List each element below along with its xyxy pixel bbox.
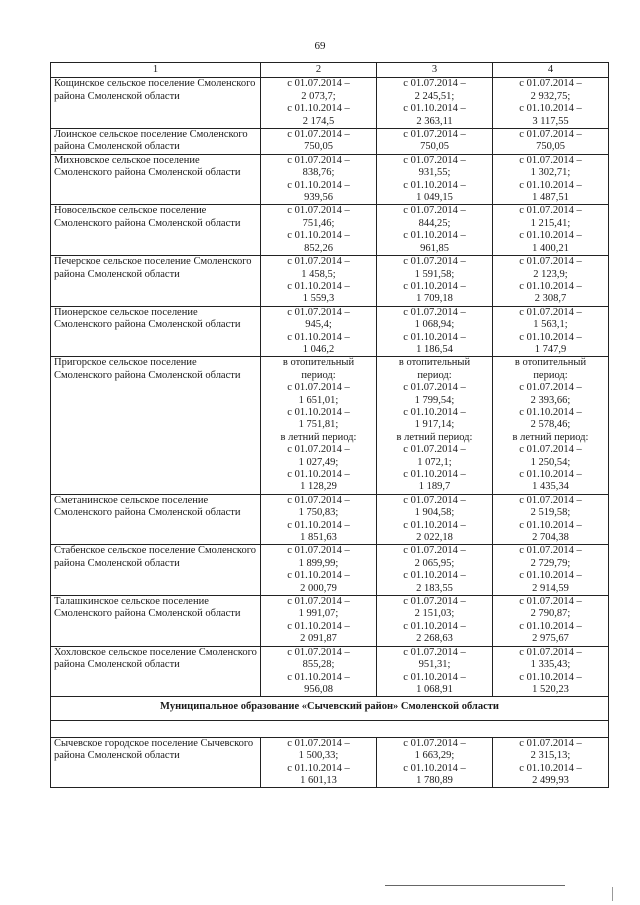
tariff-line: 2 499,93 <box>532 774 569 786</box>
tariff-line: с 01.10.2014 – <box>403 762 466 774</box>
tariff-line: с 01.07.2014 – <box>519 78 582 90</box>
tariff-line: период: <box>533 369 568 381</box>
tariff-line: 1 750,83; <box>298 507 339 519</box>
tariff-line: с 01.07.2014 – <box>287 596 350 608</box>
tariff-cell-c3 <box>377 737 493 788</box>
tariff-line: 2 183,55 <box>416 582 453 594</box>
tariff-line: с 01.10.2014 – <box>519 230 582 242</box>
tariff-line: с 01.07.2014 – <box>403 494 466 506</box>
settlement-name: Новосельское сельское поселение Смоленского района Смоленской области <box>51 205 261 256</box>
section-row <box>51 697 609 720</box>
tariff-line: с 01.10.2014 – <box>403 570 466 582</box>
tariff-line: 2 022,18 <box>416 532 453 544</box>
tariff-line: с 01.07.2014 – <box>519 444 582 456</box>
tariff-line: с 01.10.2014 – <box>403 671 466 683</box>
tariff-line: 838,76; <box>302 167 335 179</box>
tariff-line: с 01.10.2014 – <box>519 570 582 582</box>
tariff-cell-c2 <box>261 494 377 545</box>
tariff-line: 2 308,7 <box>534 293 567 305</box>
tariff-cell-c2 <box>261 78 377 129</box>
tariff-line: 2 914,59 <box>532 582 569 594</box>
tariff-line: 1 991,07; <box>298 608 339 620</box>
tariff-line: 2 519,58; <box>530 507 571 519</box>
tariff-line: с 01.10.2014 – <box>287 671 350 683</box>
tariff-line: с 01.10.2014 – <box>403 280 466 292</box>
tariff-cell-c3 <box>377 78 493 129</box>
table-row <box>51 256 609 307</box>
tariff-line: 1 851,63 <box>300 532 337 544</box>
table-row <box>51 545 609 596</box>
table-row <box>51 494 609 545</box>
settlement-name: Лоинское сельское поселение Смоленского района Смоленской области <box>51 129 261 155</box>
tariff-line: 2 065,95; <box>414 557 455 569</box>
tariff-line: 2 393,66; <box>530 394 571 406</box>
tariff-line: 1 435,34 <box>532 481 569 493</box>
tariff-line: с 01.10.2014 – <box>287 179 350 191</box>
tariff-line: с 01.10.2014 – <box>287 519 350 531</box>
tariff-line: с 01.07.2014 – <box>519 129 582 141</box>
tariff-line: 945,4; <box>305 319 332 331</box>
tariff-line: с 01.07.2014 – <box>403 444 466 456</box>
tariff-cell-c2 <box>261 545 377 596</box>
tariff-line: с 01.07.2014 – <box>519 256 582 268</box>
scan-mark <box>612 887 613 901</box>
tariff-line: в летний период: <box>396 431 473 443</box>
tariff-line: с 01.10.2014 – <box>287 620 350 632</box>
tariff-line: 956,08 <box>304 683 333 695</box>
tariff-line: 1 747,9 <box>534 343 567 355</box>
tariff-line: 1 046,2 <box>302 343 335 355</box>
tariff-cell-c4 <box>493 737 609 788</box>
tariff-line: с 01.10.2014 – <box>403 519 466 531</box>
tariff-line: с 01.10.2014 – <box>519 671 582 683</box>
tariff-cell-c3 <box>377 256 493 307</box>
tariff-line: с 01.07.2014 – <box>519 306 582 318</box>
tariff-line: с 01.07.2014 – <box>287 737 350 749</box>
tariff-line: с 01.10.2014 – <box>519 620 582 632</box>
tariff-line: с 01.07.2014 – <box>287 306 350 318</box>
tariff-line: 751,46; <box>302 217 335 229</box>
settlement-name: Стабенское сельское поселение Смоленского района Смоленской области <box>51 545 261 596</box>
tariff-line: с 01.10.2014 – <box>519 406 582 418</box>
tariff-line: 1 563,1; <box>533 319 568 331</box>
tariff-line: 2 729,79; <box>530 557 571 569</box>
tariff-line: 844,25; <box>418 217 451 229</box>
tariff-line: с 01.07.2014 – <box>403 78 466 90</box>
tariff-line: 931,55; <box>418 167 451 179</box>
tariff-line: с 01.07.2014 – <box>403 154 466 166</box>
tariff-line: с 01.10.2014 – <box>403 620 466 632</box>
tariff-line: с 01.07.2014 – <box>287 646 350 658</box>
tariff-line: в отопительный <box>514 357 587 369</box>
tariff-line: с 01.10.2014 – <box>519 331 582 343</box>
section-title: Муниципальное образование «Сычевский район» Смоленской области <box>51 697 609 720</box>
table-row <box>51 205 609 256</box>
settlement-name: Талашкинское сельское поселение Смоленского района Смоленской области <box>51 596 261 647</box>
table-row <box>51 78 609 129</box>
tariff-line: с 01.10.2014 – <box>519 762 582 774</box>
table-row <box>51 646 609 697</box>
tariff-line: 1 458,5; <box>301 268 336 280</box>
tariff-line: с 01.07.2014 – <box>403 129 466 141</box>
tariff-cell-c3 <box>377 596 493 647</box>
tariff-cell-c4 <box>493 357 609 494</box>
tariff-line: с 01.07.2014 – <box>403 306 466 318</box>
tariff-line: 1 189,7 <box>418 481 451 493</box>
spacer-row <box>51 720 609 737</box>
tariff-line: 2 000,79 <box>300 582 337 594</box>
tariff-line: с 01.10.2014 – <box>519 179 582 191</box>
tariff-line: 1 591,58; <box>414 268 455 280</box>
table-row <box>51 154 609 205</box>
tariff-line: 2 790,87; <box>530 608 571 620</box>
tariff-line: 1 799,54; <box>414 394 455 406</box>
tariff-cell-c2 <box>261 737 377 788</box>
tariff-line: 2 245,51; <box>414 90 455 102</box>
tariff-line: 750,05 <box>420 141 449 153</box>
tariff-line: 939,56 <box>304 192 333 204</box>
tariff-line: 2 578,46; <box>530 419 571 431</box>
tariff-line: 2 174,5 <box>302 115 335 127</box>
tariff-cell-c3 <box>377 154 493 205</box>
tariff-line: с 01.10.2014 – <box>403 406 466 418</box>
tariff-cell-c4 <box>493 596 609 647</box>
tariff-line: с 01.10.2014 – <box>287 280 350 292</box>
tariff-line: 2 932,75; <box>530 90 571 102</box>
tariff-cell-c3 <box>377 129 493 155</box>
tariff-line: 1 651,01; <box>298 394 339 406</box>
settlement-name: Михновское сельское поселение Смоленского района Смоленской области <box>51 154 261 205</box>
tariff-table <box>50 62 609 788</box>
tariff-line: с 01.10.2014 – <box>287 762 350 774</box>
tariff-cell-c4 <box>493 78 609 129</box>
tariff-cell-c2 <box>261 357 377 494</box>
table-row <box>51 596 609 647</box>
tariff-line: с 01.10.2014 – <box>403 179 466 191</box>
tariff-line: с 01.10.2014 – <box>403 230 466 242</box>
tariff-line: 1 500,33; <box>298 750 339 762</box>
tariff-line: с 01.07.2014 – <box>403 382 466 394</box>
table-row <box>51 306 609 357</box>
tariff-line: 750,05 <box>536 141 565 153</box>
column-header-3: 3 <box>377 63 493 78</box>
tariff-cell-c4 <box>493 545 609 596</box>
tariff-line: с 01.10.2014 – <box>287 103 350 115</box>
tariff-line: с 01.07.2014 – <box>287 382 350 394</box>
tariff-line: 750,05 <box>304 141 333 153</box>
tariff-cell-c2 <box>261 596 377 647</box>
tariff-line: с 01.10.2014 – <box>287 469 350 480</box>
tariff-line: с 01.07.2014 – <box>287 78 350 90</box>
tariff-line: 2 268,63 <box>416 633 453 645</box>
tariff-line: с 01.07.2014 – <box>403 737 466 749</box>
tariff-line: 1 904,58; <box>414 507 455 519</box>
tariff-line: 2 091,87 <box>300 633 337 645</box>
tariff-cell-c4 <box>493 646 609 697</box>
settlement-name: Хохловское сельское поселение Смоленского района Смоленской области <box>51 646 261 697</box>
tariff-line: с 01.07.2014 – <box>519 545 582 557</box>
tariff-cell-c4 <box>493 256 609 307</box>
tariff-line: с 01.07.2014 – <box>519 382 582 394</box>
tariff-cell-c3 <box>377 646 493 697</box>
tariff-line: период: <box>301 369 336 381</box>
tariff-line: 1 250,54; <box>530 456 571 468</box>
tariff-cell-c3 <box>377 205 493 256</box>
tariff-line: с 01.10.2014 – <box>519 280 582 292</box>
tariff-line: 1 068,94; <box>414 319 455 331</box>
tariff-cell-c2 <box>261 646 377 697</box>
tariff-line: с 01.07.2014 – <box>519 646 582 658</box>
tariff-cell-c3 <box>377 306 493 357</box>
tariff-line: с 01.07.2014 – <box>403 256 466 268</box>
tariff-line: 2 073,7; <box>301 90 336 102</box>
tariff-line: с 01.07.2014 – <box>519 737 582 749</box>
settlement-name: Печерское сельское поселение Смоленского района Смоленской области <box>51 256 261 307</box>
tariff-line: 1 027,49; <box>298 456 339 468</box>
tariff-line: с 01.07.2014 – <box>287 154 350 166</box>
tariff-cell-c4 <box>493 205 609 256</box>
tariff-line: 1 215,41; <box>530 217 571 229</box>
tariff-line: с 01.10.2014 – <box>519 103 582 115</box>
tariff-cell-c2 <box>261 205 377 256</box>
tariff-line: с 01.07.2014 – <box>287 444 350 456</box>
tariff-line: 951,31; <box>418 659 451 671</box>
table-body <box>51 78 609 788</box>
tariff-line: 2 151,03; <box>414 608 455 620</box>
tariff-line: 2 315,13; <box>530 750 571 762</box>
tariff-line: 1 601,13 <box>300 774 337 786</box>
tariff-line: с 01.10.2014 – <box>519 519 582 531</box>
table-row <box>51 357 609 494</box>
tariff-line: с 01.10.2014 – <box>287 406 350 418</box>
tariff-cell-c4 <box>493 306 609 357</box>
tariff-cell-c2 <box>261 154 377 205</box>
tariff-line: 2 123,9; <box>533 268 568 280</box>
tariff-line: с 01.10.2014 – <box>403 103 466 115</box>
tariff-line: 1 917,14; <box>414 419 455 431</box>
tariff-line: с 01.10.2014 – <box>287 230 350 242</box>
tariff-line: с 01.07.2014 – <box>403 646 466 658</box>
tariff-line: 1 400,21 <box>532 242 569 254</box>
tariff-cell-c2 <box>261 256 377 307</box>
footer-rule <box>385 885 565 886</box>
tariff-line: с 01.07.2014 – <box>287 129 350 141</box>
tariff-line: 1 487,51 <box>532 192 569 204</box>
settlement-name: Пригорское сельское поселение Смоленского района Смоленской области <box>51 357 261 494</box>
tariff-line: 852,26 <box>304 242 333 254</box>
tariff-line: в отопительный <box>398 357 471 369</box>
tariff-line: с 01.07.2014 – <box>519 205 582 217</box>
tariff-line: с 01.07.2014 – <box>287 545 350 557</box>
tariff-line: в отопительный <box>282 357 355 369</box>
tariff-line: 1 709,18 <box>416 293 453 305</box>
tariff-line: 1 899,99; <box>298 557 339 569</box>
tariff-line: с 01.10.2014 – <box>519 469 582 480</box>
tariff-cell-c4 <box>493 494 609 545</box>
tariff-line: 3 117,55 <box>532 115 569 127</box>
tariff-line: 1 068,91 <box>416 683 453 695</box>
tariff-line: с 01.07.2014 – <box>287 494 350 506</box>
tariff-line: с 01.07.2014 – <box>519 494 582 506</box>
tariff-line: 1 663,29; <box>414 750 455 762</box>
tariff-line: с 01.07.2014 – <box>519 154 582 166</box>
tariff-line: 2 704,38 <box>532 532 569 544</box>
tariff-line: 1 520,23 <box>532 683 569 695</box>
tariff-cell-c2 <box>261 306 377 357</box>
tariff-line: 1 128,29 <box>300 481 337 493</box>
tariff-line: 2 363,11 <box>416 115 453 127</box>
tariff-cell-c4 <box>493 129 609 155</box>
page-number: 69 <box>314 40 326 52</box>
tariff-cell-c3 <box>377 545 493 596</box>
settlement-name: Пионерское сельское поселение Смоленского района Смоленской области <box>51 306 261 357</box>
table-row <box>51 129 609 155</box>
tariff-line: с 01.07.2014 – <box>287 205 350 217</box>
tariff-line: 1 072,1; <box>417 456 452 468</box>
tariff-line: 1 302,71; <box>530 167 571 179</box>
tariff-line: 2 975,67 <box>532 633 569 645</box>
tariff-line: в летний период: <box>280 431 357 443</box>
tariff-line: 1 780,89 <box>416 774 453 786</box>
settlement-name: Сметанинское сельское поселение Смоленского района Смоленской области <box>51 494 261 545</box>
tariff-line: 855,28; <box>302 659 335 671</box>
tariff-line: с 01.07.2014 – <box>403 596 466 608</box>
settlement-name: Кощинское сельское поселение Смоленского района Смоленской области <box>51 78 261 129</box>
tariff-cell-c3 <box>377 494 493 545</box>
table-row <box>51 737 609 788</box>
settlement-name: Сычевское городское поселение Сычевского района Смоленской области <box>51 737 261 788</box>
tariff-line: 1 186,54 <box>416 343 453 355</box>
tariff-line: с 01.07.2014 – <box>287 256 350 268</box>
tariff-line: 961,85 <box>420 242 449 254</box>
tariff-line: с 01.07.2014 – <box>403 205 466 217</box>
tariff-line: 1 559,3 <box>302 293 335 305</box>
tariff-line: с 01.10.2014 – <box>287 570 350 582</box>
tariff-line: 1 751,81; <box>298 419 339 431</box>
tariff-line: 1 335,43; <box>530 659 571 671</box>
tariff-cell-c2 <box>261 129 377 155</box>
tariff-line: период: <box>417 369 452 381</box>
spacer-cell <box>51 720 609 737</box>
tariff-line: в летний период: <box>512 431 589 443</box>
tariff-line: 1 049,15 <box>416 192 453 204</box>
tariff-cell-c3 <box>377 357 493 494</box>
tariff-line: с 01.10.2014 – <box>287 331 350 343</box>
header-row <box>51 63 609 78</box>
tariff-line: с 01.07.2014 – <box>403 545 466 557</box>
column-header-1: 1 <box>51 63 261 78</box>
column-header-4: 4 <box>493 63 609 78</box>
column-header-2: 2 <box>261 63 377 78</box>
tariff-line: с 01.10.2014 – <box>403 331 466 343</box>
tariff-line: с 01.07.2014 – <box>519 596 582 608</box>
tariff-line: с 01.10.2014 – <box>403 469 466 480</box>
tariff-cell-c4 <box>493 154 609 205</box>
